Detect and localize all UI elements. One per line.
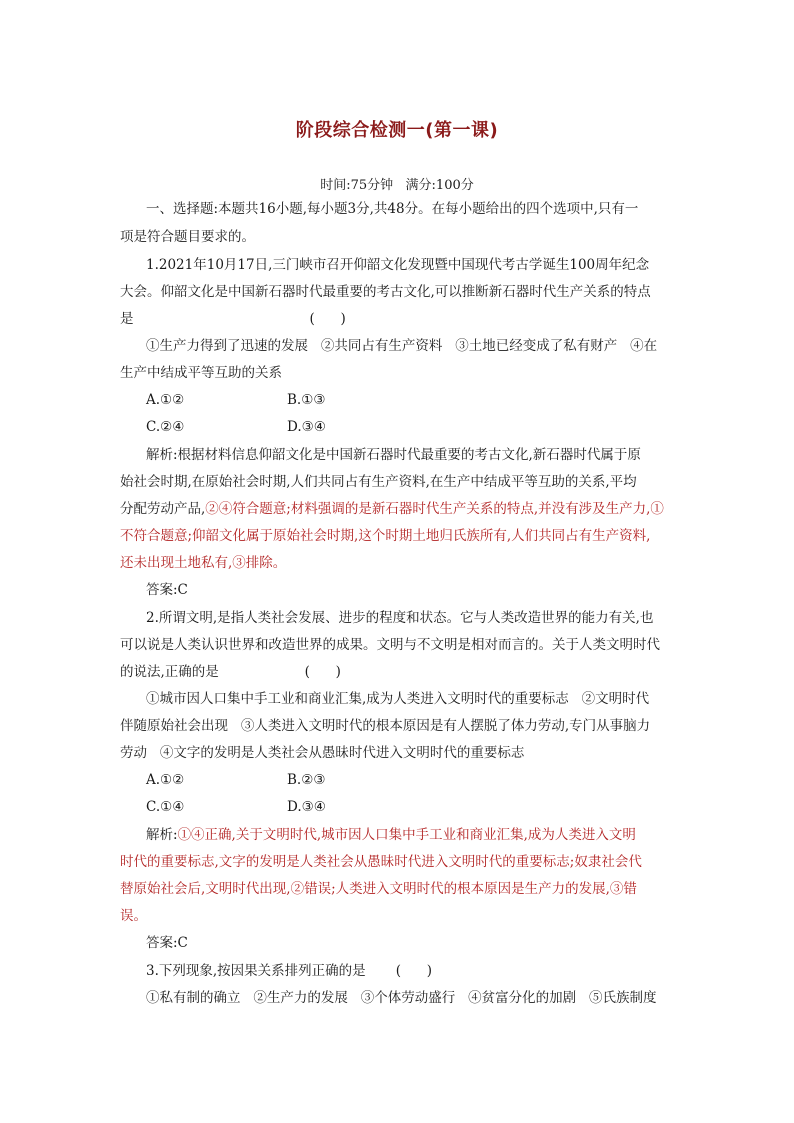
q1-answer: 答案:C <box>146 582 188 598</box>
q2-explanation-line-1-highlight: ①④正确,关于文明时代,城市因人口集中手工业和商业汇集,成为人类进入文明 <box>177 827 636 843</box>
q2-stem-line-1: 2.所谓文明,是指人类社会发展、进步的程度和状态。它与人类改造世界的能力有关,也 <box>146 610 654 626</box>
q1-stem-line-3: 是 ( ) <box>120 311 346 327</box>
q1-explanation-line-2: 始社会时期,在原始社会时期,人们共同占有生产资料,在生产中结成平等互助的关系,平均 <box>120 474 637 490</box>
q2-option-b: B.②③ <box>287 772 326 788</box>
q2-items-line-1: ①城市因人口集中手工业和商业汇集,成为人类进入文明时代的重要标志 ②文明时代 <box>146 691 650 707</box>
q1-explanation-line-3 <box>120 500 664 518</box>
q2-explanation-line-1 <box>146 826 636 844</box>
q2-explanation-line-1-start: 解析: <box>146 827 178 843</box>
q1-option-b: B.①③ <box>287 392 326 408</box>
q1-explanation-line-3-start: 分配劳动产品, <box>120 501 206 517</box>
q1-option-d: D.③④ <box>287 419 326 435</box>
q1-explanation-line-3-highlight: ②④符合题意;材料强调的是新石器时代生产关系的特点,并没有涉及生产力,① <box>205 501 664 517</box>
q1-items-line-2: 生产中结成平等互助的关系 <box>120 365 282 381</box>
q1-option-a: A.①② <box>146 392 185 408</box>
q3-items: ①私有制的确立 ②生产力的发展 ③个体劳动盛行 ④贫富分化的加剧 ⑤氏族制度 <box>146 990 657 1006</box>
q1-explanation-line-1: 解析:根据材料信息仰韶文化是中国新石器时代最重要的考古文化,新石器时代属于原 <box>146 447 641 463</box>
q2-stem-line-3: 的说法,正确的是 ( ) <box>120 664 341 680</box>
q2-option-a: A.①② <box>146 772 185 788</box>
q2-stem-line-2: 可以说是人类认识世界和改造世界的成果。文明与不文明是相对而言的。关于人类文明时代 <box>120 637 660 653</box>
q1-items-line-1: ①生产力得到了迅速的发展 ②共同占有生产资料 ③土地已经变成了私有财产 ④在 <box>146 338 658 354</box>
page-title: 阶段综合检测一(第一课) <box>295 120 499 141</box>
q2-answer: 答案:C <box>146 935 188 951</box>
q2-explanation-line-2: 时代的重要标志,文字的发明是人类社会从愚昧时代进入文明时代的重要标志;奴隶社会代 <box>120 854 642 870</box>
q1-explanation-line-4: 不符合题意;仰韶文化属于原始社会时期,这个时期土地归氏族所有,人们共同占有生产资料, <box>120 528 651 544</box>
q2-explanation-line-4: 误。 <box>120 908 147 924</box>
q2-items-line-2: 伴随原始社会出现 ③人类进入文明时代的根本原因是有人摆脱了体力劳动,专门从事脑力 <box>120 718 651 734</box>
section-instruction-line-1: 一、选择题:本题共16小题,每小题3分,共48分。在每小题给出的四个选项中,只有一 <box>146 201 639 217</box>
q2-option-d: D.③④ <box>287 799 326 815</box>
q2-items-line-3: 劳动 ④文字的发明是人类社会从愚昧时代进入文明时代的重要标志 <box>120 745 525 761</box>
q3-stem: 3.下列现象,按因果关系排列正确的是 ( ) <box>146 963 432 979</box>
q1-explanation-line-5: 还未出现土地私有,③排除。 <box>120 555 287 571</box>
q1-option-c: C.②④ <box>146 419 185 435</box>
q2-explanation-line-3: 替原始社会后,文明时代出现,②错误;人类进入文明时代的根本原因是生产力的发展,③错 <box>120 881 637 897</box>
q1-stem-line-1: 1.2021年10月17日,三门峡市召开仰韶文化发现暨中国现代考古学诞生100周年纪念 <box>146 257 650 273</box>
q2-option-c: C.①④ <box>146 799 185 815</box>
section-instruction-line-2: 项是符合题目要求的。 <box>120 229 255 245</box>
exam-meta: 时间:75分钟 满分:100分 <box>320 178 474 193</box>
q1-stem-line-2: 大会。仰韶文化是中国新石器时代最重要的考古文化,可以推断新石器时代生产关系的特点 <box>120 284 651 300</box>
